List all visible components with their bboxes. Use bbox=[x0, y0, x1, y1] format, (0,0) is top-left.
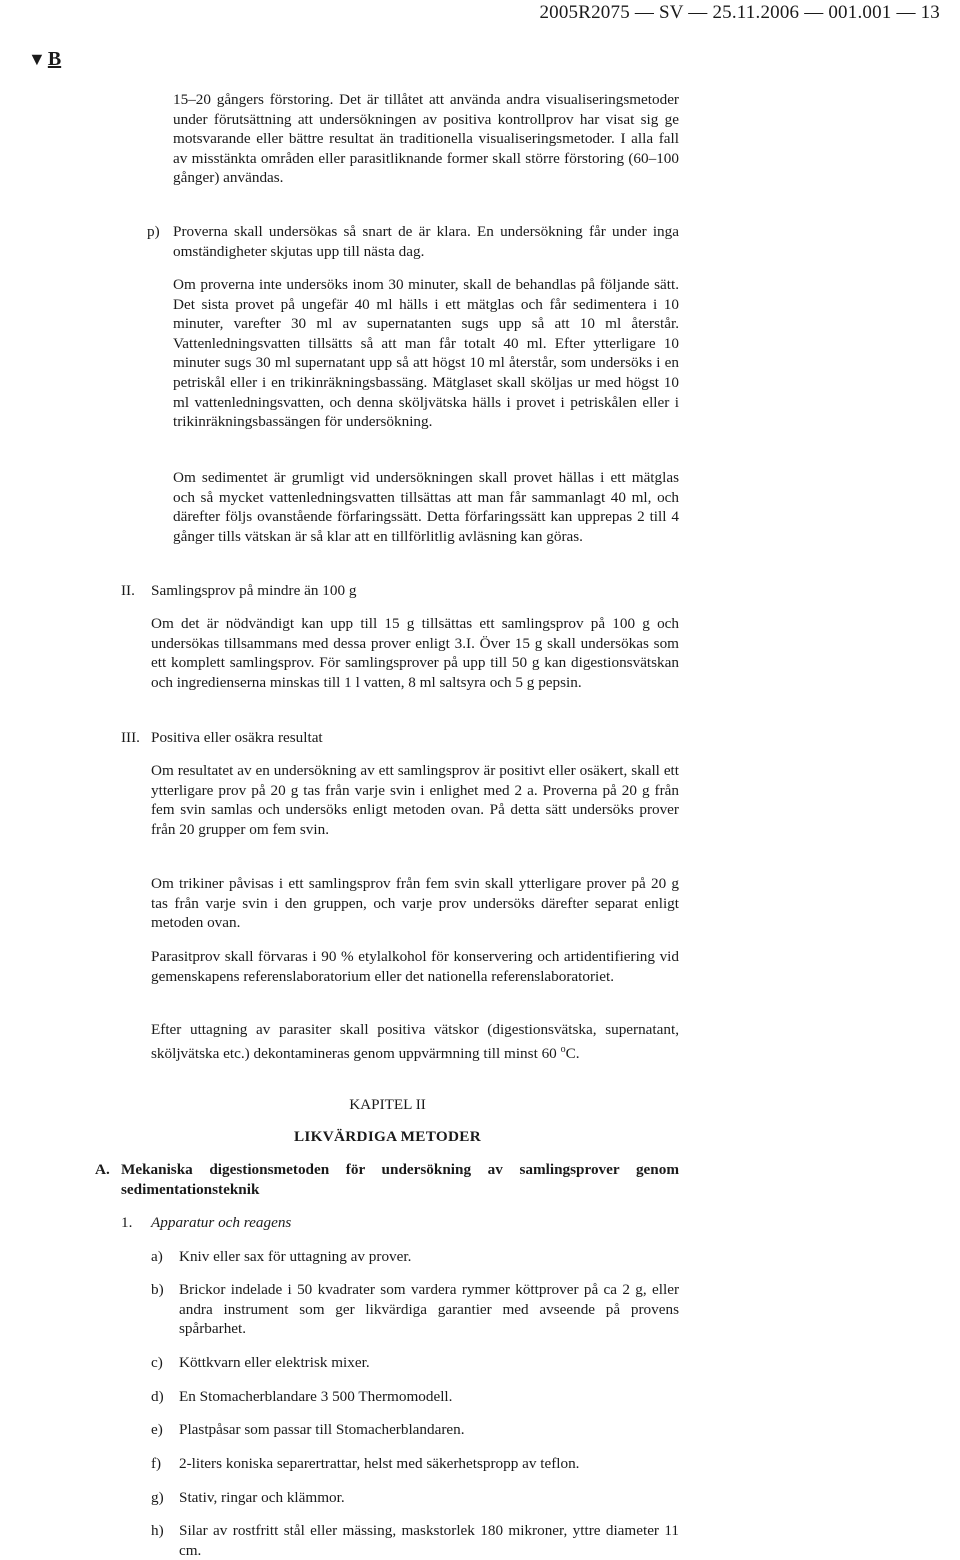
paragraph-continuation: 15–20 gångers förstoring. Det är tillåtet att använda andra visualiseringsmetoder under förutsättning att undersökningen av positiva kontrollprov har visat sig ge motsvarande eller bättre resultat än traditionella visualiseringsmetoder. I alla fall av misstänkta områden eller parasitliknande former skall större förstoring (60–100 gånger) användas. bbox=[173, 91, 679, 187]
item-a-label: a) bbox=[151, 1248, 163, 1265]
item-d-label: d) bbox=[151, 1388, 164, 1405]
section-iii-label: III. bbox=[121, 729, 140, 746]
item-e-text: Plastpåsar som passar till Stomacherblandaren. bbox=[179, 1421, 465, 1438]
item-h-text: Silar av rostfritt stål eller mässing, maskstorlek 180 mikroner, yttre diameter 11 cm. bbox=[179, 1522, 679, 1559]
amendment-marker[interactable] bbox=[28, 48, 61, 71]
section-iii-para2: Om trikiner påvisas i ett samlingsprov från fem svin skall ytterligare prover på 20 g tas från varje svin i den gruppen, och varje prov undersöks därefter separat enligt metoden ovan. bbox=[151, 875, 679, 932]
triangle-down-icon: ▼ bbox=[28, 49, 46, 69]
section-a-label: A. bbox=[95, 1161, 110, 1178]
item-a-text: Kniv eller sax för uttagning av prover. bbox=[179, 1248, 412, 1265]
item-b-label: b) bbox=[151, 1281, 164, 1298]
item-f-text: 2-liters koniska separertrattar, helst med säkerhetspropp av teflon. bbox=[179, 1455, 580, 1472]
paragraph-samples-delay: Om proverna inte undersöks inom 30 minuter, skall de behandlas på följande sätt. Det sista provet på ungefär 40 ml hälls i ett mätglas och får sedimentera i 10 minuter, varefter 30 ml av supernatanten sugs upp så att 10 ml återstår. Vattenledningsvatten tillsätts så att man får totalt 40 ml. Efter ytterligare 10 minuter sugs 30 ml supernatant upp så att högst 10 ml återstår, som undersöks i en petriskål eller i en trikinräkningsbassäng. Mätglaset skall sköljas ur med högst 10 ml vattenledningsvatten, och denna sköljvätska hälls i provet i petriskålen eller i trikinräkningsbassängen för undersökning. bbox=[173, 276, 679, 431]
degree-superscript: o bbox=[560, 1043, 566, 1055]
item-g-text: Stativ, ringar och klämmor. bbox=[179, 1489, 345, 1506]
chapter-number: KAPITEL II bbox=[349, 1096, 426, 1113]
item-c-label: c) bbox=[151, 1354, 163, 1371]
item-b-text: Brickor indelade i 50 kvadrater som vardera rymmer köttprover på ca 2 g, eller andra instrument som ger likvärdiga garantier med avseende på provens spårbarhet. bbox=[179, 1281, 679, 1338]
section-iii-para4-text: Efter uttagning av parasiter skall positiva vätskor (digestionsvätska, supernatant, sköljvätska etc.) dekontamineras genom uppvärmning till minst 60 bbox=[151, 1021, 679, 1062]
section-iii-para4 bbox=[151, 1020, 679, 1063]
item-g-label: g) bbox=[151, 1489, 164, 1506]
section-iii-para3: Parasitprov skall förvaras i 90 % etylalkohol för konservering och artidentifiering vid gemenskapens referenslaboratorium eller det nationella referenslaboratoriet. bbox=[151, 948, 679, 985]
item-e-label: e) bbox=[151, 1421, 163, 1438]
section-ii-text: Om det är nödvändigt kan upp till 15 g tillsättas ett samlingsprov på 100 g och undersökas tillsammans med dessa prover enligt 3.I. Över 15 g skall undersökas som ett komplett samlingsprov. För samlingsprover på upp till 50 g kan digestionsvätskan och ingredienserna minskas till 1 l vatten, 8 ml saltsyra och 5 g pepsin. bbox=[151, 615, 679, 691]
item-p-text: Proverna skall undersökas så snart de är klara. En undersökning får under inga omständigheter skjutas upp till nästa dag. bbox=[173, 223, 679, 260]
section-ii-label: II. bbox=[121, 582, 135, 599]
item-f-label: f) bbox=[151, 1455, 162, 1472]
paragraph-sediment: Om sedimentet är grumligt vid undersökningen skall provet hällas i ett mätglas och så mycket vattenledningsvatten tillsättas att man får sammanlagt 40 ml, och därefter följs ovanstående förfaringssätt. Detta förfaringssätt kan upprepas 2 till 4 gånger tills vätskan är så klar att en tillförlitlig avläsning kan göras. bbox=[173, 469, 679, 545]
document-reference-header: 2005R2075 — SV — 25.11.2006 — 001.001 — 13 bbox=[539, 2, 940, 23]
item-c-text: Köttkvarn eller elektrisk mixer. bbox=[179, 1354, 370, 1371]
subsection-1-label: 1. bbox=[121, 1214, 133, 1231]
item-d-text: En Stomacherblandare 3 500 Thermomodell. bbox=[179, 1388, 453, 1405]
item-h-label: h) bbox=[151, 1522, 164, 1539]
item-p-label: p) bbox=[147, 223, 160, 240]
section-iii-title: Positiva eller osäkra resultat bbox=[151, 729, 323, 746]
subsection-1-title: Apparatur och reagens bbox=[151, 1214, 292, 1231]
chapter-title: LIKVÄRDIGA METODER bbox=[294, 1128, 481, 1145]
section-ii-title: Samlingsprov på mindre än 100 g bbox=[151, 582, 357, 599]
section-iii-para1: Om resultatet av en undersökning av ett samlingsprov är positivt eller osäkert, skall ett ytterligare prov på 20 g tas från varje svin i enlighet med 2 a. Proverna på 20 g från fem svin samlas och undersöks enligt metoden ovan. På detta sätt undersöks prover från 20 grupper om fem svin. bbox=[151, 762, 679, 838]
amendment-marker-label: B bbox=[47, 48, 62, 70]
section-a-title: Mekaniska digestionsmetoden för undersökning av samlingsprover genom sedimentationsteknik bbox=[121, 1161, 679, 1198]
section-iii-para4-unit: C. bbox=[565, 1044, 580, 1062]
